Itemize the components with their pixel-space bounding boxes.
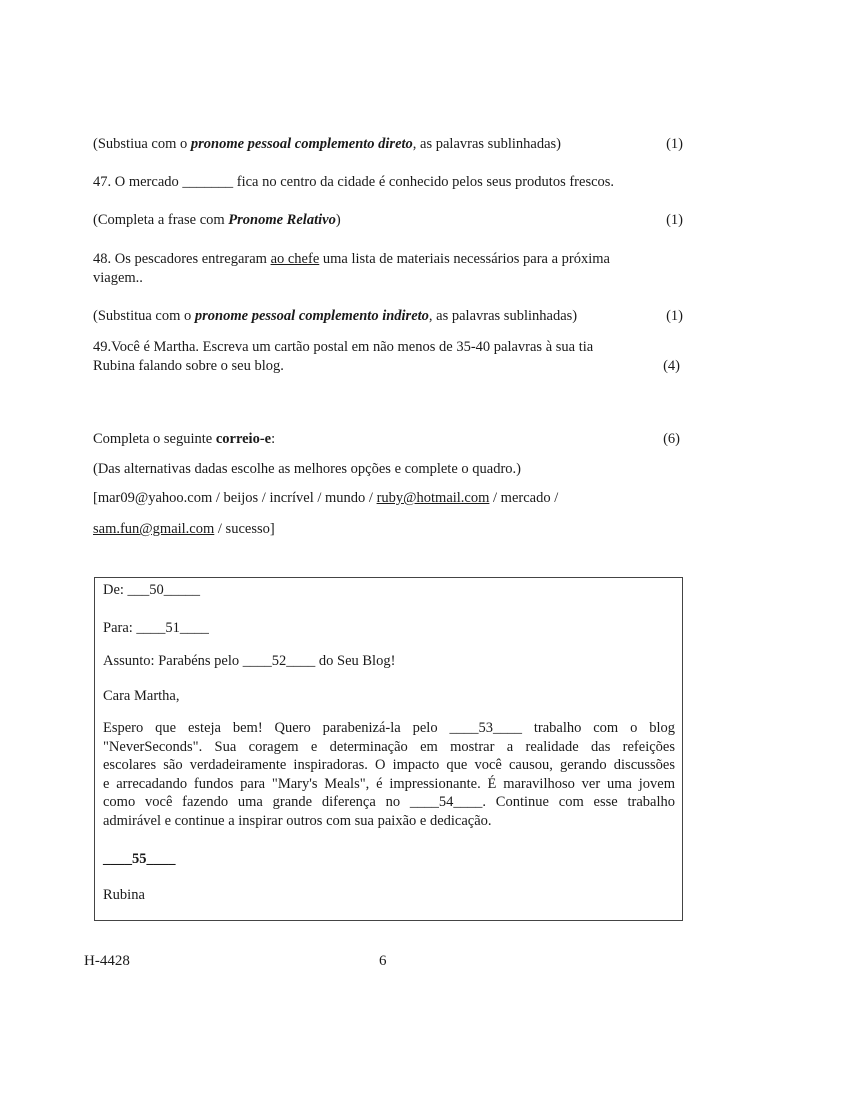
- q47-marks: (1): [666, 212, 683, 228]
- email-subject-prefix: Assunto: Parabéns pelo: [103, 653, 243, 669]
- email-body-line3: escolares são verdadeiramente inspiradoras. O impacto que você causou, gerando discussões: [103, 757, 675, 773]
- q48-question-line2: viagem..: [93, 270, 143, 286]
- q47-text-start: 47. O mercado: [93, 174, 183, 190]
- email-body-line1: [103, 719, 675, 738]
- q48-text-rest: uma lista de materiais necessários para a próxima: [319, 251, 610, 267]
- q48-instruction-suffix: , as palavras sublinhadas): [428, 308, 578, 324]
- email-options-line1: [93, 490, 558, 507]
- email-subject-suffix: do Seu Blog!: [315, 653, 396, 669]
- q48-instruction: [93, 308, 683, 325]
- email-body-l1-prefix: Espero que esteja bem! Quero parabenizá-la pelo: [103, 720, 450, 736]
- q49-line2: Rubina falando sobre o seu blog.: [93, 358, 284, 374]
- email-body: [103, 719, 675, 830]
- email-greeting: Cara Martha,: [103, 688, 180, 704]
- email-options-suffix: / mercado /: [489, 490, 559, 506]
- email-heading-suffix: :: [271, 431, 276, 447]
- email-body-line5: [103, 793, 675, 812]
- q46-instruction-suffix: , as palavras sublinhadas): [412, 136, 561, 152]
- q46-instruction-prefix: (Substiua com o: [93, 136, 191, 152]
- q47-blank: _______: [182, 174, 234, 190]
- q48-underlined-words: ao chefe: [270, 251, 320, 267]
- email-options-line2-suffix: / sucesso]: [214, 521, 275, 537]
- email-body-l5-prefix: como você fazendo uma grande diferença no: [103, 794, 410, 810]
- email-option-ruby: ruby@hotmail.com: [376, 490, 490, 506]
- q48-text-start: 48. Os pescadores entregaram: [93, 251, 271, 267]
- email-options-line2: [93, 521, 275, 538]
- q47-instruction-prefix: (Completa a frase com: [93, 212, 229, 228]
- email-heading-prefix: Completa o seguinte: [93, 431, 216, 447]
- email-heading-bold: correio-e: [215, 431, 272, 447]
- email-body-line4: e arrecadando fundos para "Mary's Meals", é impressionante. É maravilhoso ver uma jovem: [103, 775, 675, 792]
- q49-line2-row: [93, 358, 680, 375]
- q46-marks: (1): [666, 136, 683, 152]
- email-subject: [103, 653, 395, 670]
- q47-instruction: [93, 212, 683, 229]
- email-box: [94, 577, 683, 921]
- email-from: De: ___50_____: [103, 582, 201, 598]
- email-to: Para: ____51____: [103, 620, 209, 636]
- email-section-heading: [93, 431, 680, 448]
- q48-marks: (1): [666, 308, 683, 324]
- email-body-l5-suffix: . Continue com esse trabalho: [482, 794, 675, 810]
- q49-line1: 49.Você é Martha. Escreva um cartão postal em não menos de 35-40 palavras à sua tia: [93, 339, 594, 355]
- q48-instruction-prefix: (Substitua com o: [93, 308, 195, 324]
- email-body-line2: "NeverSeconds". Sua coragem e determinação em mostrar a realidade das refeições: [103, 738, 675, 755]
- q46-instruction: [93, 136, 683, 153]
- email-body-blank-54: ____54____: [409, 794, 483, 810]
- page-number: 6: [379, 953, 387, 969]
- email-body-line6: admirável e continue a inspirar outros com sua paixão e dedicação.: [103, 812, 492, 829]
- email-signature: Rubina: [103, 887, 145, 903]
- q47-instruction-emphasis: Pronome Relativo: [228, 212, 336, 228]
- q47-question: [93, 174, 614, 191]
- q46-instruction-emphasis: pronome pessoal complemento direto: [190, 136, 413, 152]
- email-subject-blank: ____52____: [242, 653, 316, 669]
- email-section-instruction: (Das alternativas dadas escolhe as melhores opções e complete o quadro.): [93, 461, 521, 477]
- footer-code: H-4428: [84, 953, 130, 969]
- email-body-l1-suffix: trabalho com o blog: [521, 720, 675, 736]
- email-options-prefix: [mar09@yahoo.com / beijos / incrível / mundo /: [93, 490, 377, 506]
- email-body-blank-53: ____53____: [449, 720, 522, 736]
- email-closing: ____55____: [103, 851, 176, 867]
- email-option-sam: sam.fun@gmail.com: [93, 521, 215, 537]
- q47-instruction-suffix: ): [335, 212, 341, 228]
- email-section-marks: (6): [663, 431, 680, 447]
- q47-text-rest: fica no centro da cidade é conhecido pelos seus produtos frescos.: [233, 174, 615, 190]
- q48-question: [93, 251, 610, 268]
- q48-instruction-emphasis: pronome pessoal complemento indireto: [194, 308, 429, 324]
- q49-marks: (4): [663, 358, 680, 374]
